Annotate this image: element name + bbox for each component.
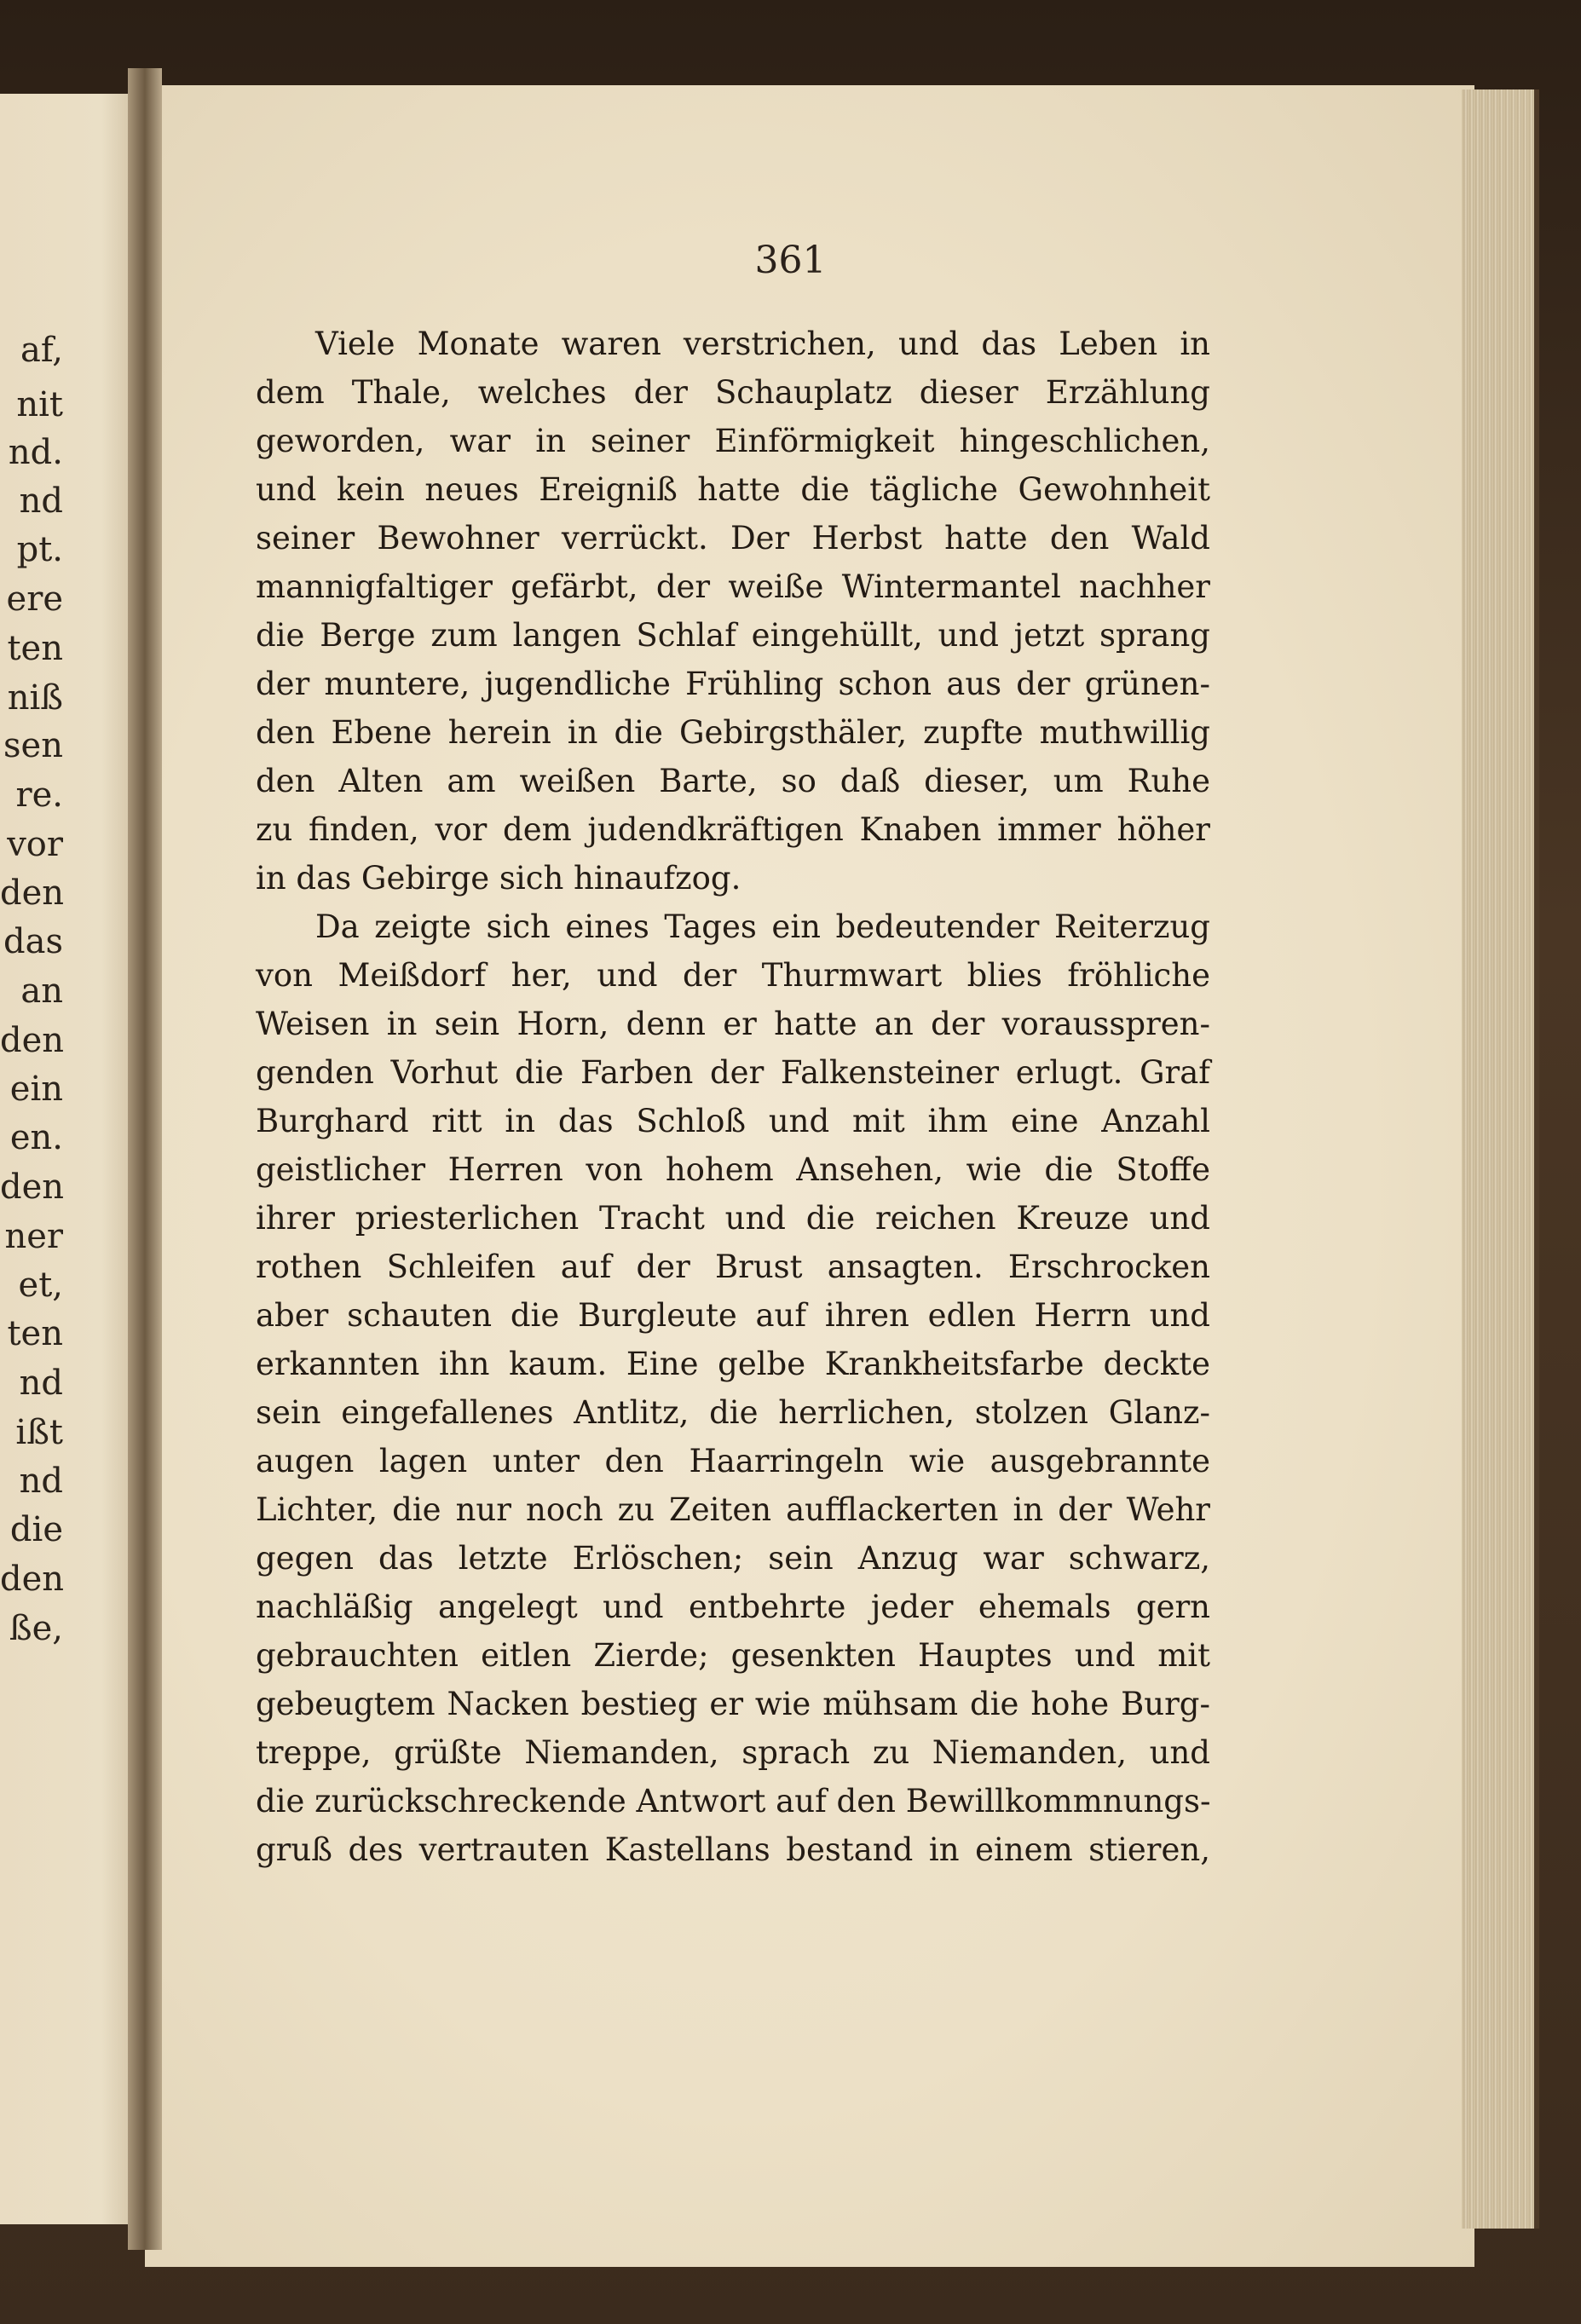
text-line: Da zeigte sich eines Tages ein bedeutender Reiterzug bbox=[315, 908, 1210, 945]
text-line: der muntere, jugendliche Frühling schon aus der grünen- bbox=[256, 666, 1210, 702]
left-fragment-line: den bbox=[0, 1021, 65, 1060]
left-fragment-line: re. bbox=[15, 776, 63, 815]
book-gutter bbox=[128, 68, 162, 2250]
body-text bbox=[256, 320, 1210, 1874]
left-fragment-line: ten bbox=[7, 1314, 63, 1353]
text-line: genden Vorhut die Farben der Falkensteiner erlugt. Graf bbox=[256, 1054, 1210, 1091]
text-line: treppe, grüßte Niemanden, sprach zu Niemanden, und bbox=[256, 1734, 1210, 1771]
text-line: geistlicher Herren von hohem Ansehen, wie die Stoffe bbox=[256, 1151, 1210, 1188]
text-line: seiner Bewohner verrückt. Der Herbst hatte den Wald bbox=[256, 520, 1210, 556]
left-fragment-line: nit bbox=[16, 385, 63, 424]
text-line: Viele Monate waren verstrichen, und das Leben in bbox=[315, 326, 1210, 362]
text-line: mannigfaltiger gefärbt, der weiße Wintermantel nachher bbox=[256, 568, 1210, 605]
left-fragment-line: den bbox=[0, 874, 65, 913]
left-fragment-line: vor bbox=[7, 825, 63, 864]
left-fragment-line: die bbox=[9, 1510, 63, 1549]
text-line: augen lagen unter den Haarringeln wie ausgebrannte bbox=[256, 1443, 1210, 1479]
text-line: den Ebene herein in die Gebirgsthäler, zupfte muthwillig bbox=[256, 714, 1210, 751]
left-fragment-line: et, bbox=[18, 1266, 63, 1305]
left-fragment-line: ner bbox=[4, 1217, 63, 1256]
text-line: dem Thale, welches der Schauplatz dieser Erzählung bbox=[256, 374, 1210, 411]
text-line: in das Gebirge sich hinaufzog. bbox=[256, 860, 741, 897]
text-line: den Alten am weißen Barte, so daß dieser, um Ruhe bbox=[256, 763, 1210, 799]
text-line: erkannten ihn kaum. Eine gelbe Krankheitsfarbe deckte bbox=[256, 1346, 1210, 1382]
text-line: und kein neues Ereigniß hatte die tägliche Gewohnheit bbox=[256, 471, 1210, 508]
left-fragment-line: ere bbox=[6, 580, 63, 619]
left-fragment-line: nd. bbox=[8, 433, 63, 472]
text-line: Weisen in sein Horn, denn er hatte an der vorausspren- bbox=[256, 1006, 1210, 1042]
text-line: nachläßig angelegt und entbehrte jeder ehemals gern bbox=[256, 1589, 1210, 1625]
left-fragment-line: af, bbox=[20, 331, 63, 370]
left-fragment-line: nd bbox=[19, 1462, 63, 1501]
left-fragment-line: ißt bbox=[15, 1413, 63, 1452]
previous-page-fragment bbox=[0, 94, 145, 2224]
text-line: zu finden, vor dem judendkräftigen Knaben immer höher bbox=[256, 811, 1210, 848]
page-number: 361 bbox=[754, 239, 827, 282]
left-fragment-line: en. bbox=[9, 1118, 63, 1157]
left-fragment-line: nd bbox=[19, 1364, 63, 1403]
left-fragment-line: den bbox=[0, 1560, 65, 1599]
left-fragment-line: niß bbox=[7, 678, 63, 718]
text-line: von Meißdorf her, und der Thurmwart blies fröhliche bbox=[256, 957, 1210, 994]
left-fragment-line: ein bbox=[9, 1070, 63, 1109]
left-fragment-line: ße, bbox=[9, 1609, 63, 1648]
text-line: gegen das letzte Erlöschen; sein Anzug war schwarz, bbox=[256, 1540, 1210, 1577]
text-line: ihrer priesterlichen Tracht und die reichen Kreuze und bbox=[256, 1200, 1210, 1237]
left-fragment-line: nd bbox=[19, 482, 63, 521]
left-fragment-line: an bbox=[20, 972, 63, 1011]
text-line: sein eingefallenes Antlitz, die herrlichen, stolzen Glanz- bbox=[256, 1394, 1210, 1431]
text-line: die Berge zum langen Schlaf eingehüllt, und jetzt sprang bbox=[256, 617, 1210, 654]
page-edges bbox=[1462, 89, 1539, 2229]
text-line: Lichter, die nur noch zu Zeiten aufflackerten in der Wehr bbox=[256, 1491, 1210, 1528]
text-line: aber schauten die Burgleute auf ihren edlen Herrn und bbox=[256, 1297, 1210, 1334]
text-line: Burghard ritt in das Schloß und mit ihm eine Anzahl bbox=[256, 1103, 1210, 1139]
text-line: rothen Schleifen auf der Brust ansagten. Erschrocken bbox=[256, 1249, 1210, 1285]
text-line: gebrauchten eitlen Zierde; gesenkten Hauptes und mit bbox=[256, 1637, 1210, 1674]
left-fragment-line: sen bbox=[3, 726, 63, 765]
left-fragment-line: ten bbox=[7, 629, 63, 668]
text-line: geworden, war in seiner Einförmigkeit hingeschlichen, bbox=[256, 423, 1210, 459]
left-fragment-line: pt. bbox=[16, 530, 63, 569]
text-line: die zurückschreckende Antwort auf den Bewillkommnungs- bbox=[256, 1783, 1211, 1819]
left-fragment-line: das bbox=[3, 922, 63, 961]
text-line: gruß des vertrauten Kastellans bestand in einem stieren, bbox=[256, 1831, 1210, 1868]
left-fragment-line: den bbox=[0, 1168, 65, 1207]
text-line: gebeugtem Nacken bestieg er wie mühsam die hohe Burg- bbox=[256, 1686, 1210, 1722]
